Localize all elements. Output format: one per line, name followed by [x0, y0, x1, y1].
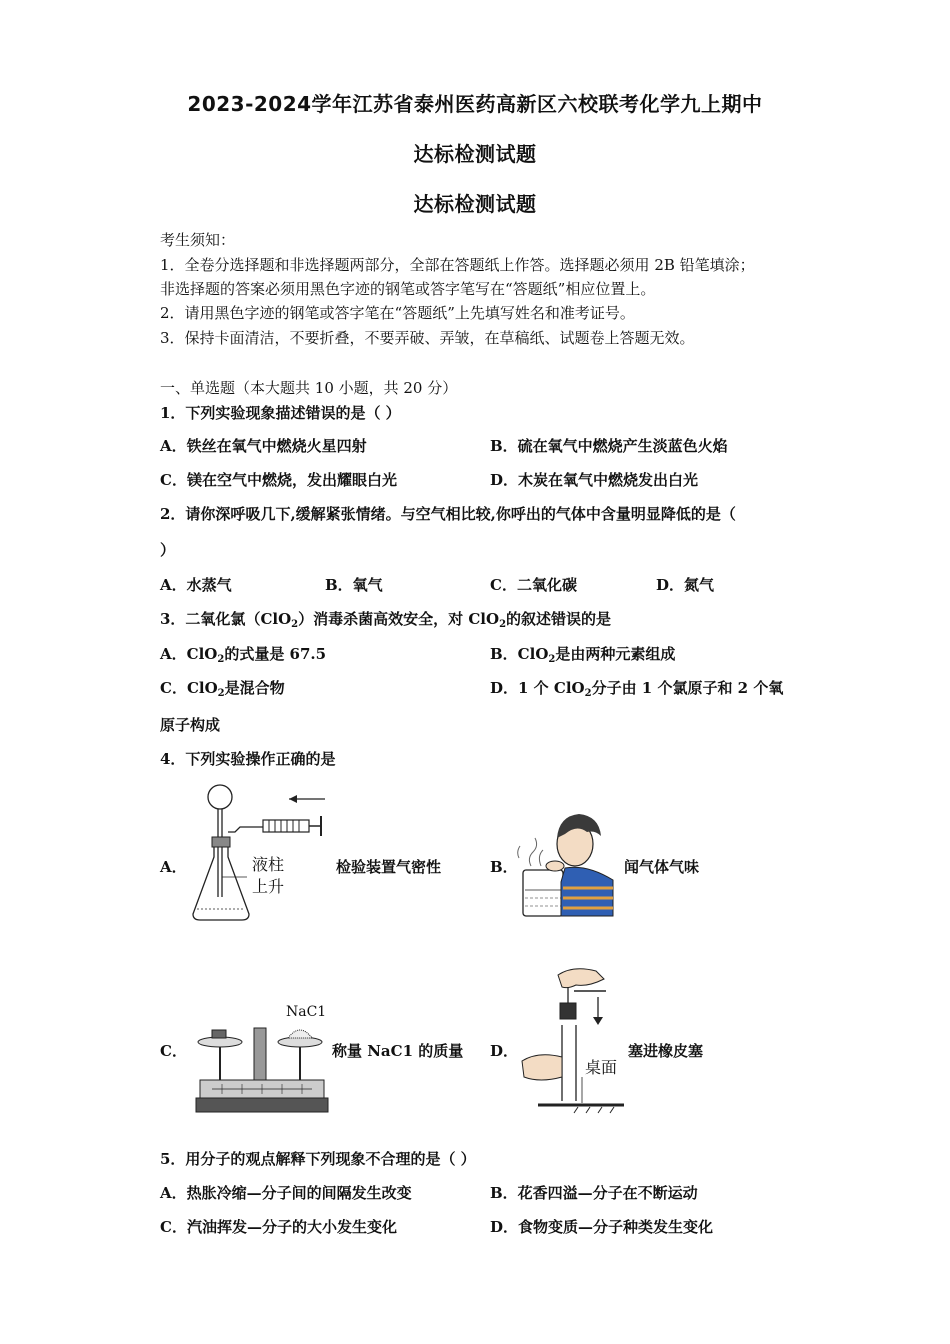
- q5-option-d: D．食物变质—分子种类发生变化: [490, 1218, 714, 1236]
- q4-c-figure-text: NaC1: [286, 1004, 327, 1020]
- q4-a-figure-text-1: 液柱: [252, 855, 285, 874]
- exam-title-line1: 2023-2024学年江苏省泰州医药高新区六校联考化学九上期中: [187, 92, 763, 116]
- q4-option-a-label: A．: [160, 858, 187, 876]
- q4-option-d-text: 塞进橡皮塞: [628, 1042, 704, 1060]
- q4-option-b-text: 闻气体气味: [624, 858, 700, 876]
- q5-option-c: C．汽油挥发—分子的大小发生变化: [160, 1218, 397, 1236]
- balance-scale-figure: [192, 1020, 332, 1116]
- notice-heading: 考生须知：: [160, 231, 236, 249]
- q3-option-b: B．ClO$_2$是由两种元素组成: [490, 645, 676, 665]
- q4-a-figure-text-2: 上升: [252, 877, 285, 896]
- q3-option-d: D．1 个 ClO$_2$分子由 1 个氯原子和 2 个氧: [490, 679, 784, 699]
- q1-option-b: B．硫在氧气中燃烧产生淡蓝色火焰: [490, 437, 728, 455]
- q1-option-a: A．铁丝在氧气中燃烧火星四射: [160, 437, 367, 455]
- notice-item-2: 2．请用黑色字迹的钢笔或答字笔在“答题纸”上先填写姓名和准考证号。: [160, 304, 635, 322]
- q1-stem: 1．下列实验现象描述错误的是（ ）: [160, 404, 401, 422]
- q2-option-a: A．水蒸气: [160, 576, 232, 594]
- q5-stem: 5．用分子的观点解释下列现象不合理的是（ ）: [160, 1150, 476, 1168]
- q5-option-a: A．热胀冷缩—分子间的间隔发生改变: [160, 1184, 412, 1202]
- q2-option-c: C．二氧化碳: [490, 576, 577, 594]
- q4-option-d-label: D．: [490, 1042, 519, 1060]
- q2-option-b: B．氧气: [325, 576, 383, 594]
- notice-item-1b: 非选择题的答案必须用黑色字迹的钢笔或答字笔写在“答题纸”相应位置上。: [160, 280, 656, 298]
- section-heading: 一、单选题（本大题共 10 小题，共 20 分）: [160, 379, 458, 397]
- q3-continuation: 原子构成: [160, 716, 221, 734]
- q1-option-c: C．镁在空气中燃烧，发出耀眼白光: [160, 471, 397, 489]
- q3-option-a: A．ClO$_2$的式量是 67.5: [160, 645, 327, 665]
- q4-stem: 4．下列实验操作正确的是: [160, 750, 336, 768]
- notice-item-1a: 1．全卷分选择题和非选择题两部分，全部在答题纸上作答。选择题必须用 2B 铅笔填涂；: [160, 256, 755, 274]
- q4-option-b-label: B．: [490, 858, 518, 876]
- insert-stopper-figure: [518, 965, 630, 1115]
- exam-title-line2: 达标检测试题: [413, 142, 537, 166]
- q4-option-c-label: C．: [160, 1042, 187, 1060]
- exam-title-line3: 达标检测试题: [413, 192, 537, 216]
- smell-gas-figure: [517, 808, 617, 920]
- q3-option-c: C．ClO$_2$是混合物: [160, 679, 285, 699]
- q2-stem-end: ）: [160, 541, 176, 559]
- q3-stem: 3．二氧化氯（ClO$_2$）消毒杀菌高效安全，对 ClO$_2$的叙述错误的是: [160, 610, 612, 630]
- q4-option-a-text: 检验装置气密性: [336, 858, 442, 876]
- q2-option-d: D．氮气: [656, 576, 715, 594]
- notice-item-3: 3．保持卡面清洁，不要折叠，不要弄破、弄皱，在草稿纸、试题卷上答题无效。: [160, 329, 695, 347]
- q4-d-figure-text: 桌面: [585, 1058, 618, 1077]
- q1-option-d: D．木炭在氧气中燃烧发出白光: [490, 471, 699, 489]
- q2-stem: 2．请你深呼吸几下,缓解紧张情绪。与空气相比较,你呼出的气体中含量明显降低的是（: [160, 505, 736, 523]
- q5-option-b: B．花香四溢—分子在不断运动: [490, 1184, 698, 1202]
- q4-option-c-text: 称量 NaC1 的质量: [332, 1042, 464, 1060]
